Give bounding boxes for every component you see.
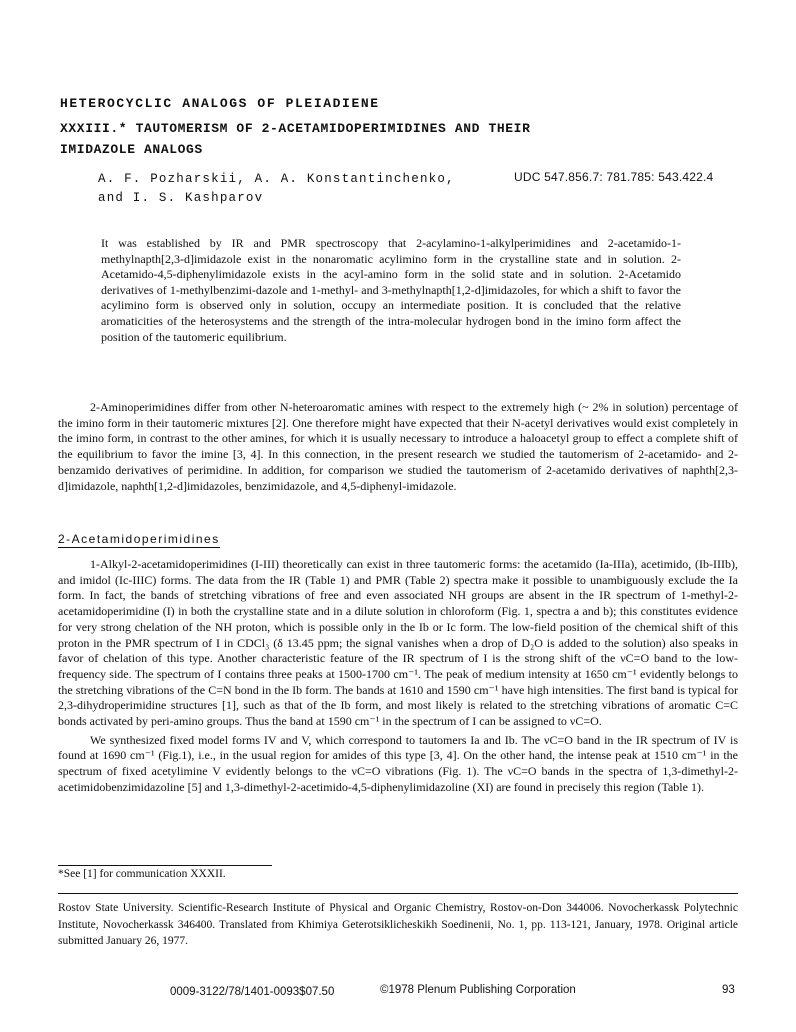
section-heading: 2-Acetamidoperimidines — [58, 532, 220, 546]
authors-line-2: and I. S. Kashparov — [98, 191, 264, 205]
abstract: It was established by IR and PMR spectroscopy that 2-acylamino-1-alkylperimidines and 2-acetamido-1-methylnapth[2,3-d]imidazole exist in the nonaromatic acylimino form in the crystalline state and in solution. 2-Acetamido-4,5-diphenylimidazole exists in the acyl-amino form in the solid state and in solution. 2-Acetamido derivatives of 1-methylbenzimi-dazole and 1-methyl- and 3-methylnapth[1,2-d]imidazoles, for which a shift to favor the acylimino form is observed only in solution, occupy an intermediate position. It is concluded that the relative aromaticities of the heterosystems and the strength of the intra-molecular hydrogen bond in the imino form affect the position of the tautomeric equilibrium. — [101, 236, 681, 344]
section-body — [58, 557, 738, 796]
footnote-divider — [58, 865, 272, 866]
page-number: 93 — [722, 984, 735, 996]
paper-title: XXXIII.* TAUTOMERISM OF 2-ACETAMIDOPERIMIDINES AND THEIR IMIDAZOLE ANALOGS — [60, 121, 531, 157]
article-code: 0009-3122/78/1401-0093$07.50 — [170, 986, 335, 998]
section-paragraph-2: We synthesized fixed model forms IV and V, which correspond to tautomers Ia and Ib. The νC=O band in the IR spectrum of IV is found at 1690 cm⁻¹ (Fig.1), i.e., in the usual region for amides of this type [3, 4]. On the other hand, the intense peak at 1510 cm⁻¹ in the spectrum of fixed acetylimine V evidently belongs to the νC=O vibrations (Fig. 1). The νC=O bands in the spectra of 1,3-dimethyl-2-acetimidobenzimidazoline [5] and 1,3-dimethyl-2-acetimido-4,5-diphenylimidazoline (XI) are found in precisely this region (Table 1). — [58, 732, 738, 794]
affiliation-note: Rostov State University. Scientific-Research Institute of Physical and Organic Chemistry, Rostov-on-Don 344006. Novocherkassk Polytechnic Institute, Novocherkassk 346400. Translated from Khimiya Geterotsiklicheskikh Soedinenii, No. 1, pp. 113-121, January, 1978. Original article submitted January 26, 1977. — [58, 902, 738, 947]
intro-paragraph: 2-Aminoperimidines differ from other N-heteroaromatic amines with respect to the extremely high (~ 2% in solution) percentage of the imino form in their tautomeric mixtures [2]. One therefore might have expected that their N-acetyl derivatives would exist completely in the imino form, in contrast to the other amines, for which it is usually necessary to introduce a haloacetyl group to effect a complete shift of the equilibrium to favor the imine [3, 4]. In this connection, in the present research we studied the tautomerism of 2-acetamido- and 2-benzamido derivatives of perimidine. In addition, for comparison we studied the tautomerism of 2-acetamido derivatives of naphth[2,3-d]imidazole, naphth[1,2-d]imidazoles, benzimidazole, and 4,5-diphenyl-imidazole. — [58, 400, 738, 493]
introduction — [58, 400, 738, 494]
series-title: HETEROCYCLIC ANALOGS OF PLEIADIENE — [60, 96, 380, 111]
section-paragraph-1: 1-Alkyl-2-acetamidoperimidines (I-III) theoretically can exist in three tautomeric forms: the acetamido (Ia-IIIa), acetimido, (Ib-IIIb), and imidol (Ic-IIIC) forms. The data from the IR (Table 1) and PMR (Table 2) spectra make it possible to unambiguously exclude the Ia form. In fact, the bands of stretching vibrations of free and even associated NH groups are absent in the IR spectrum of 1-methyl-2-acetamidoperimidine (I) in both the crystalline state and in a dilute solution in chloroform (Fig. 1, spectra a and b); this constitutes evidence for very strong chelation of the NH proton, which is possible only in the Ib or Ic form. The low-field position of the chemical shift of this proton in the PMR spectrum of I in CDCl₃ (δ 13.45 ppm; the signal vanishes when a drop of D₂O is added to the solution) also speaks in favor of chelation of this type. Another characteristic feature of the IR spectrum of I is the strong shift of the νC=O band to the low-frequency side. The spectrum of I contains three peaks at 1500-1700 cm⁻¹. The peak of medium intensity at 1650 cm⁻¹ evidently belongs to the stretching vibrations of the C=N bond in the Ib form. The bands at 1610 and 1590 cm⁻¹ have high intensities. The first band is typical for 2,3-dihydroperimidine structures [1], such as that of the Ib form, and most likely is related to the stretching vibrations of aromatic C=C bonds activated by peri-amino groups. Thus the band at 1590 cm⁻¹ in the spectrum of I can be assigned to νC=O. — [58, 557, 738, 729]
affiliation-divider — [58, 893, 738, 894]
udc-code: UDC 547.856.7: 781.785: 543.422.4 — [514, 170, 714, 184]
authors-line-1: A. F. Pozharskii, A. A. Konstantinchenko, — [98, 172, 455, 186]
footnote: *See [1] for communication XXXII. — [58, 868, 226, 880]
author-list — [98, 170, 455, 208]
copyright-line: ©1978 Plenum Publishing Corporation — [380, 984, 576, 996]
